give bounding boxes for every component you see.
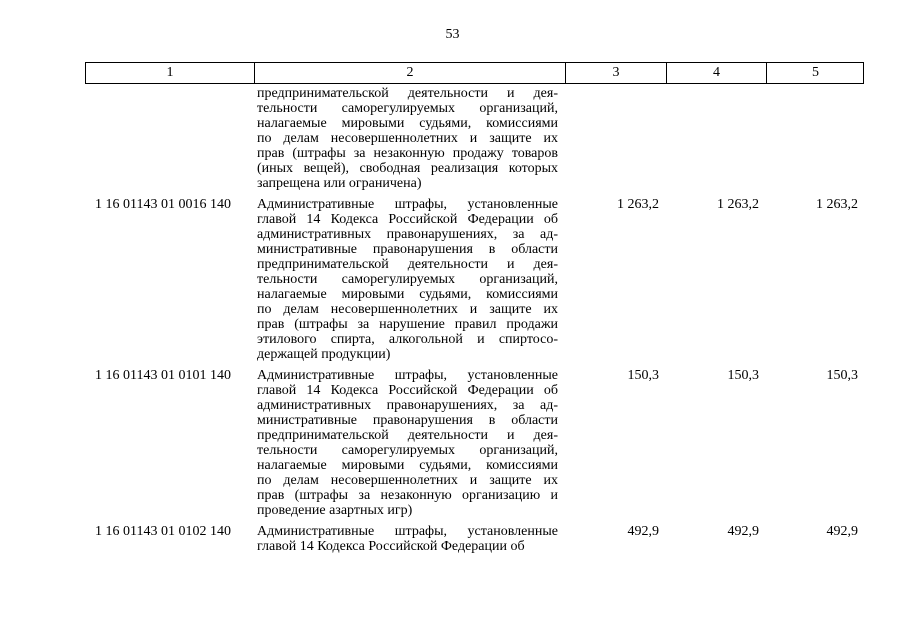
description bbox=[257, 86, 558, 191]
column-header-4: 4 bbox=[666, 63, 766, 83]
description-line: главой 14 Кодекса Российской Федерации об bbox=[257, 539, 525, 554]
description-line: министративные правонарушения в области bbox=[257, 242, 558, 257]
table-row bbox=[85, 197, 864, 362]
description-line: налагаемые мировыми судьями, комиссиями bbox=[257, 287, 558, 302]
description-line: прав (штрафы за незаконную продажу товаров bbox=[257, 146, 558, 161]
description-line: Административные штрафы, установленные bbox=[257, 524, 558, 539]
description-line: этилового спирта, алкогольной и спиртосо- bbox=[257, 332, 558, 347]
budget-code: 1 16 01143 01 0102 140 bbox=[95, 524, 231, 539]
description-line: налагаемые мировыми судьями, комиссиями bbox=[257, 116, 558, 131]
description-line: по делам несовершеннолетних и защите их bbox=[257, 473, 558, 488]
table-row bbox=[85, 524, 864, 554]
description-line: административных правонарушениях, за ад- bbox=[257, 398, 558, 413]
value-col-3: 150,3 bbox=[627, 368, 659, 383]
description bbox=[257, 197, 558, 362]
description-line: прав (штрафы за незаконную организацию и bbox=[257, 488, 558, 503]
description bbox=[257, 524, 558, 554]
column-header-3: 3 bbox=[565, 63, 666, 83]
value-col-5: 1 263,2 bbox=[816, 197, 858, 212]
description-line: тельности саморегулируемых организаций, bbox=[257, 101, 558, 116]
value-col-4: 150,3 bbox=[727, 368, 759, 383]
description-line: Административные штрафы, установленные bbox=[257, 197, 558, 212]
description-line: министративные правонарушения в области bbox=[257, 413, 558, 428]
description-line: главой 14 Кодекса Российской Федерации об bbox=[257, 383, 558, 398]
column-header-1: 1 bbox=[166, 65, 174, 80]
description-line: Административные штрафы, установленные bbox=[257, 368, 558, 383]
budget-code: 1 16 01143 01 0016 140 bbox=[95, 197, 231, 212]
description-line: предпринимательской деятельности и дея- bbox=[257, 428, 558, 443]
value-col-4: 1 263,2 bbox=[717, 197, 759, 212]
description-line: административных правонарушениях, за ад- bbox=[257, 227, 558, 242]
budget-code: 1 16 01143 01 0101 140 bbox=[95, 368, 231, 383]
description-line: (иных вещей), свободная реализация которых bbox=[257, 161, 558, 176]
description-line: налагаемые мировыми судьями, комиссиями bbox=[257, 458, 558, 473]
table-body bbox=[85, 86, 864, 560]
description-line: предпринимательской деятельности и дея- bbox=[257, 86, 558, 101]
table-row bbox=[85, 86, 864, 191]
column-header-5: 5 bbox=[766, 63, 864, 83]
description-line: по делам несовершеннолетних и защите их bbox=[257, 302, 558, 317]
page-number: 53 bbox=[445, 27, 460, 42]
description-line: предпринимательской деятельности и дея- bbox=[257, 257, 558, 272]
description bbox=[257, 368, 558, 518]
value-col-3: 1 263,2 bbox=[617, 197, 659, 212]
table-header bbox=[85, 62, 864, 84]
description-line: запрещена или ограничена) bbox=[257, 176, 422, 191]
description-line: тельности саморегулируемых организаций, bbox=[257, 443, 558, 458]
description-line: по делам несовершеннолетних и защите их bbox=[257, 131, 558, 146]
description-line: держащей продукции) bbox=[257, 347, 391, 362]
value-col-5: 492,9 bbox=[826, 524, 858, 539]
description-line: проведение азартных игр) bbox=[257, 503, 413, 518]
description-line: главой 14 Кодекса Российской Федерации об bbox=[257, 212, 558, 227]
column-header-2: 2 bbox=[254, 63, 565, 83]
value-col-3: 492,9 bbox=[627, 524, 659, 539]
value-col-4: 492,9 bbox=[727, 524, 759, 539]
value-col-5: 150,3 bbox=[826, 368, 858, 383]
table-row bbox=[85, 368, 864, 518]
description-line: тельности саморегулируемых организаций, bbox=[257, 272, 558, 287]
description-line: прав (штрафы за нарушение правил продажи bbox=[257, 317, 558, 332]
